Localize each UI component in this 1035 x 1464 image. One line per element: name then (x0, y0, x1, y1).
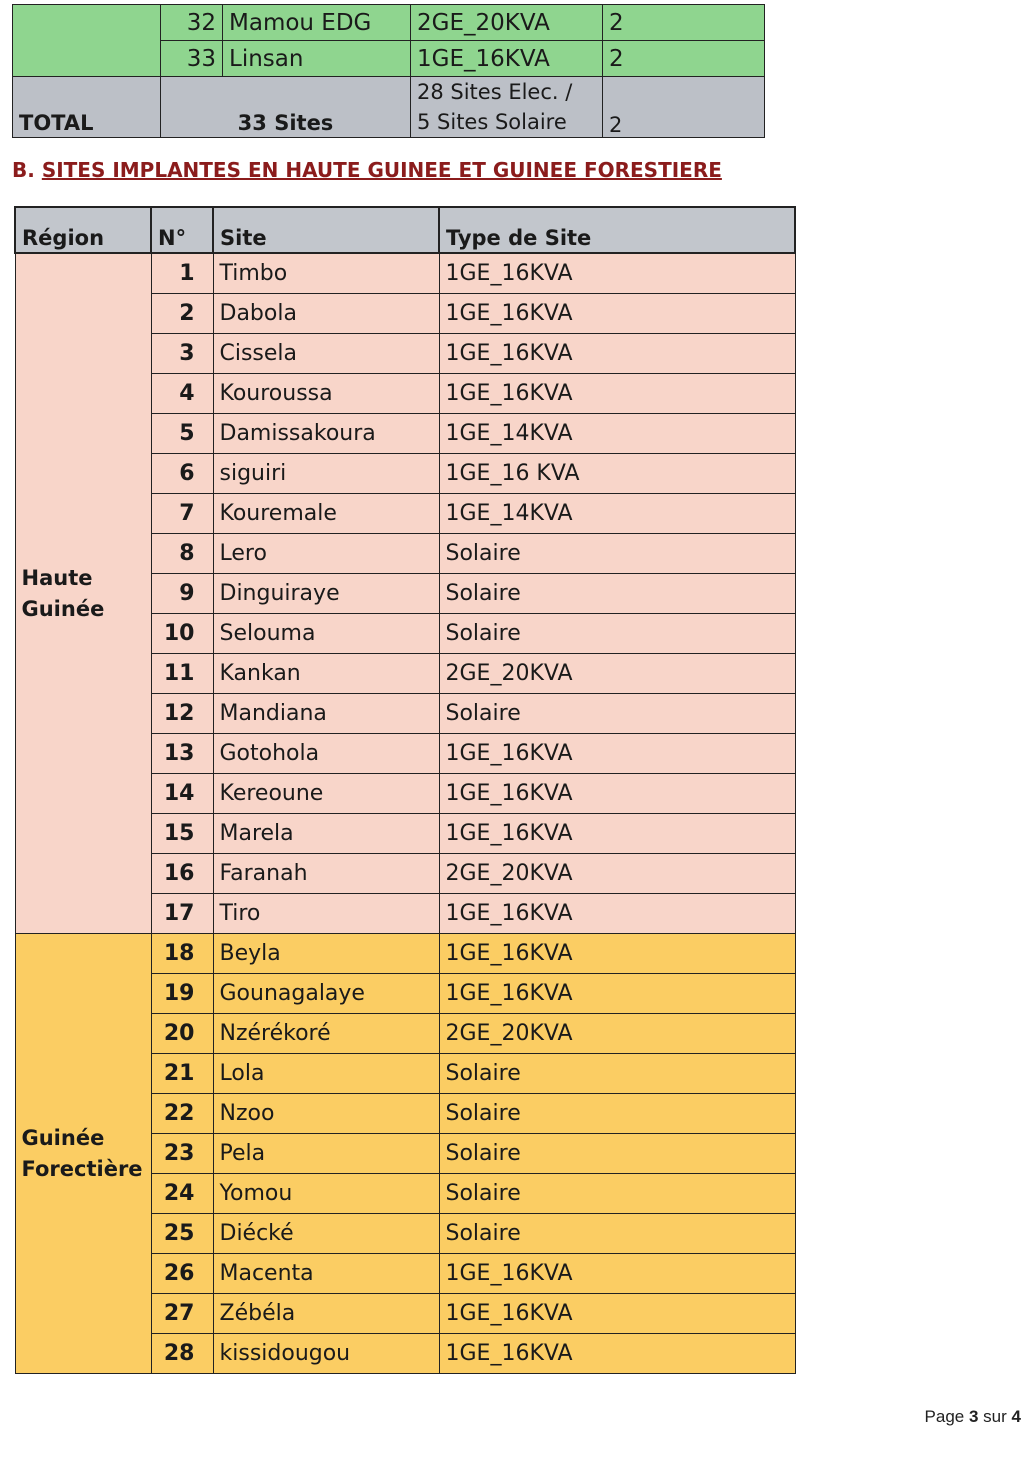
site-type: 2GE_20KVA (411, 5, 603, 41)
site-number: 26 (151, 1254, 213, 1294)
site-type: 1GE_16KVA (439, 374, 795, 414)
site-number: 6 (151, 454, 213, 494)
region-cell-empty (13, 5, 161, 77)
total-count: 2 (603, 77, 765, 138)
page-word: Page (924, 1407, 965, 1426)
site-type: 2GE_20KVA (439, 1014, 795, 1054)
site-number: 28 (151, 1334, 213, 1374)
table-row (15, 253, 795, 294)
table-row (15, 934, 795, 974)
sites-table-body (15, 253, 795, 1374)
site-type: Solaire (439, 1054, 795, 1094)
site-name: Kouroussa (213, 374, 439, 414)
site-count: 2 (603, 41, 765, 77)
section-title: SITES IMPLANTES EN HAUTE GUINEE ET GUINEE FORESTIERE (41, 158, 722, 182)
site-number: 32 (161, 5, 223, 41)
site-count: 2 (603, 5, 765, 41)
site-number: 18 (151, 934, 213, 974)
site-type: 1GE_16KVA (439, 814, 795, 854)
site-name: Marela (213, 814, 439, 854)
site-name: Zébéla (213, 1294, 439, 1334)
total-sites: 33 Sites (161, 77, 411, 138)
region-haute-guinee (15, 253, 151, 934)
site-name: Faranah (213, 854, 439, 894)
page-number: 3 (968, 1407, 979, 1426)
region-haute-guinee-line1: Haute (21, 565, 93, 590)
site-name: Cissela (213, 334, 439, 374)
site-name: kissidougou (213, 1334, 439, 1374)
site-number: 14 (151, 774, 213, 814)
site-name: Beyla (213, 934, 439, 974)
site-type: 2GE_20KVA (439, 854, 795, 894)
site-number: 17 (151, 894, 213, 934)
site-type: 1GE_16KVA (439, 934, 795, 974)
site-number: 24 (151, 1174, 213, 1214)
site-type: 1GE_16KVA (439, 334, 795, 374)
site-type: 1GE_16KVA (439, 1254, 795, 1294)
site-number: 15 (151, 814, 213, 854)
site-name: Pela (213, 1134, 439, 1174)
table-row (13, 5, 765, 41)
site-type: 1GE_16KVA (439, 294, 795, 334)
sites-summary-table-continued (12, 4, 765, 138)
site-name: Macenta (213, 1254, 439, 1294)
site-number: 5 (151, 414, 213, 454)
site-type: Solaire (439, 1174, 795, 1214)
site-name: Nzérékoré (213, 1014, 439, 1054)
site-type: Solaire (439, 1214, 795, 1254)
total-label: TOTAL (13, 77, 161, 138)
site-name: Nzoo (213, 1094, 439, 1134)
site-name: Kankan (213, 654, 439, 694)
site-name: Tiro (213, 894, 439, 934)
site-name: Kereoune (213, 774, 439, 814)
site-type: Solaire (439, 694, 795, 734)
site-number: 23 (151, 1134, 213, 1174)
site-number: 13 (151, 734, 213, 774)
site-type: 1GE_16 KVA (439, 454, 795, 494)
site-number: 20 (151, 1014, 213, 1054)
site-type: Solaire (439, 1094, 795, 1134)
site-number: 25 (151, 1214, 213, 1254)
section-prefix: B. (12, 158, 35, 182)
header-region: Région (15, 207, 151, 253)
total-type (411, 77, 603, 138)
site-number: 3 (151, 334, 213, 374)
site-type: 1GE_16KVA (411, 41, 603, 77)
site-type: 1GE_16KVA (439, 894, 795, 934)
site-type: 1GE_14KVA (439, 494, 795, 534)
site-name: Lola (213, 1054, 439, 1094)
site-number: 10 (151, 614, 213, 654)
site-type: 1GE_16KVA (439, 734, 795, 774)
site-name: Dinguiraye (213, 574, 439, 614)
site-name: Gotohola (213, 734, 439, 774)
site-number: 8 (151, 534, 213, 574)
site-type: Solaire (439, 574, 795, 614)
site-name: siguiri (213, 454, 439, 494)
site-name: Mandiana (213, 694, 439, 734)
site-type: 1GE_16KVA (439, 1334, 795, 1374)
region-guinee-forestiere-line2: Forectière (21, 1156, 143, 1181)
page-footer (925, 1407, 1021, 1427)
site-number: 7 (151, 494, 213, 534)
site-type: Solaire (439, 534, 795, 574)
site-name: Dabola (213, 294, 439, 334)
site-number: 2 (151, 294, 213, 334)
site-number: 33 (161, 41, 223, 77)
site-type: 1GE_16KVA (439, 1294, 795, 1334)
site-name: Selouma (213, 614, 439, 654)
site-number: 9 (151, 574, 213, 614)
site-name: Diécké (213, 1214, 439, 1254)
section-heading (12, 158, 722, 182)
header-type: Type de Site (439, 207, 795, 253)
site-number: 16 (151, 854, 213, 894)
site-number: 4 (151, 374, 213, 414)
site-number: 19 (151, 974, 213, 1014)
site-number: 1 (151, 253, 213, 294)
table-header-row (15, 207, 795, 253)
total-row (13, 77, 765, 138)
sites-table (14, 206, 796, 1374)
site-type: 1GE_16KVA (439, 253, 795, 294)
site-type: 2GE_20KVA (439, 654, 795, 694)
site-name: Mamou EDG (223, 5, 411, 41)
site-type: 1GE_14KVA (439, 414, 795, 454)
page-sep: sur (983, 1407, 1007, 1426)
site-name: Gounagalaye (213, 974, 439, 1014)
site-number: 11 (151, 654, 213, 694)
header-number: N° (151, 207, 213, 253)
site-number: 27 (151, 1294, 213, 1334)
site-name: Linsan (223, 41, 411, 77)
site-type: 1GE_16KVA (439, 974, 795, 1014)
total-type-line1: 28 Sites Elec. / (417, 80, 573, 104)
header-site: Site (213, 207, 439, 253)
page-total: 4 (1011, 1407, 1021, 1426)
site-type: Solaire (439, 614, 795, 654)
site-name: Timbo (213, 253, 439, 294)
site-number: 12 (151, 694, 213, 734)
total-type-line2: 5 Sites Solaire (417, 110, 567, 134)
site-name: Yomou (213, 1174, 439, 1214)
site-name: Damissakoura (213, 414, 439, 454)
site-name: Kouremale (213, 494, 439, 534)
site-type: Solaire (439, 1134, 795, 1174)
region-haute-guinee-line2: Guinée (21, 596, 105, 621)
region-guinee-forestiere-line1: Guinée (21, 1125, 105, 1150)
site-number: 21 (151, 1054, 213, 1094)
site-name: Lero (213, 534, 439, 574)
site-number: 22 (151, 1094, 213, 1134)
region-guinee-forestiere (15, 934, 151, 1374)
site-type: 1GE_16KVA (439, 774, 795, 814)
